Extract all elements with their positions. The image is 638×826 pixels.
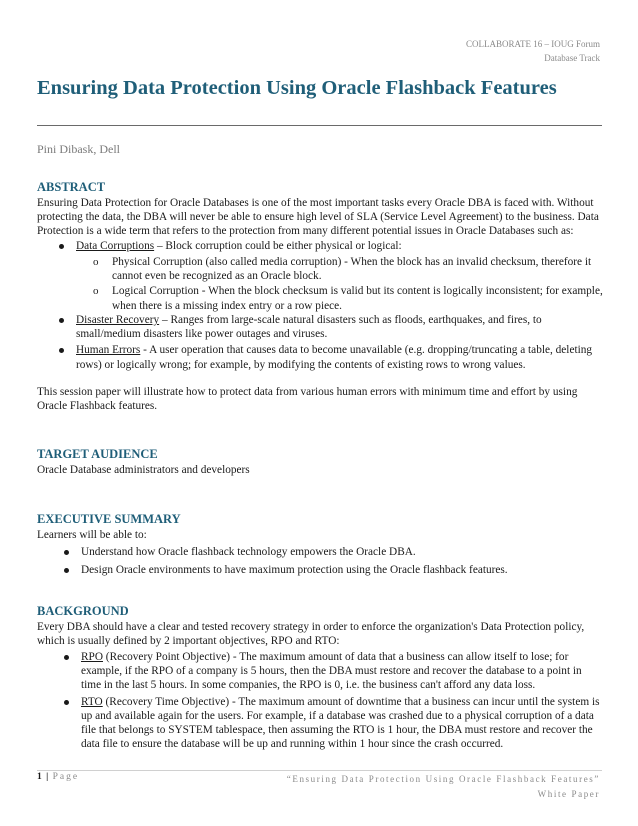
list-item <box>76 239 604 253</box>
list-item <box>81 650 604 693</box>
list-item <box>93 255 604 283</box>
abstract-heading: ABSTRACT <box>37 180 106 194</box>
target-audience-text: Oracle Database administrators and developers <box>37 464 250 476</box>
sub-bullet-marker: o <box>93 256 99 268</box>
bullet-icon <box>64 655 69 660</box>
list-item <box>93 284 604 312</box>
list-item <box>76 313 604 341</box>
bullet-term: Data Corruptions <box>76 240 155 252</box>
bullet-term: Human Errors <box>76 344 141 357</box>
abstract-bullets <box>76 239 604 253</box>
abstract-sub-bullets <box>93 255 604 313</box>
background-intro: Every DBA should have a clear and tested recovery strategy in order to enforce the organization's Data Protection policy, which is usually defined by 2 important objectives, RPO and RTO: <box>37 621 585 648</box>
bullet-icon <box>64 550 69 555</box>
author-line: Pini Dibask, Dell <box>37 142 120 156</box>
header-conference: COLLABORATE 16 – IOUG Forum <box>466 39 600 49</box>
executive-summary-intro: Learners will be able to: <box>37 529 147 541</box>
bullet-icon <box>59 348 64 353</box>
footer-title: “Ensuring Data Protection Using Oracle Flashback Features” <box>286 774 600 784</box>
list-item <box>81 695 604 752</box>
abstract-intro: Ensuring Data Protection for Oracle Databases is one of the most important tasks every Oracle DBA is faced with. Without protecting the data, the DBA will never be able to ensure high level of SLA (Service Level Agreement) to the business. Data Protection is a wide term that refers to the protection from many different potential issues in Oracle Databases such as: <box>37 197 599 238</box>
page-separator: | <box>46 772 49 782</box>
abstract-closing: This session paper will illustrate how to protect data from various human errors with minimum time and effort by using Oracle Flashback features. <box>37 386 578 413</box>
bullet-text: - A user operation that causes data to become unavailable (e.g. dropping/truncating a table, deleting rows) or logically wrong; for example, by modifying the contents of existing rows to wrong values. <box>76 344 593 371</box>
list-item <box>81 545 604 559</box>
bullet-icon <box>64 568 69 573</box>
title-divider <box>37 125 602 126</box>
page-number <box>37 772 79 782</box>
bullet-text: (Recovery Point Objective) - The maximum amount of data that a business can allow itself to lose; for example, if the RPO of a company is 5 hours, then the DBA must restore and recover the database to a point in time in the last 5 hours. In some companies, the RPO is 0, i.e. the business can't afford any data loss. <box>81 651 582 692</box>
bullet-icon <box>59 318 64 323</box>
running-footer <box>287 772 600 802</box>
list-item <box>81 563 604 577</box>
bullet-text: (Recovery Time Objective) - The maximum amount of downtime that a business can incur until the system is up and available again for the users. For example, if a database was crashed due to a physical corruption of a data file that belongs to SYSTEM tablespace, then assuming the RTO is 1 hour, the DBA must restore and recover the data file to ensure the database will be up and running within 1 hour since the crash occurred. <box>81 695 600 751</box>
abstract-bullets-continued <box>76 313 604 372</box>
paper-title: Ensuring Data Protection Using Oracle Flashback Features <box>37 77 557 99</box>
footer-doc-type: White Paper <box>537 789 600 799</box>
bullet-term: Disaster Recovery <box>76 314 160 326</box>
bullet-text: – Ranges from large-scale natural disasters such as floods, earthquakes, and fires, to small/medium disasters like power outages and viruses. <box>76 314 542 341</box>
target-audience-heading: TARGET AUDIENCE <box>37 447 158 461</box>
bullet-text: Design Oracle environments to have maximum protection using the Oracle flashback features. <box>81 564 508 577</box>
bullet-icon <box>64 700 69 705</box>
executive-summary-bullets <box>81 545 604 577</box>
background-bullets <box>81 650 604 751</box>
executive-summary-heading: EXECUTIVE SUMMARY <box>37 512 181 526</box>
background-heading: BACKGROUND <box>37 604 129 618</box>
sub-bullet-text: Logical Corruption - When the block checksum is valid but its content is logically inconsistent; for example, when there is a missing index entry or a row piece. <box>112 285 603 312</box>
page-number-value: 1 <box>37 772 42 782</box>
bullet-term: RTO <box>81 695 103 708</box>
header-track: Database Track <box>544 53 600 63</box>
sub-bullet-marker: o <box>93 285 99 298</box>
list-item <box>76 343 604 371</box>
bullet-text: Understand how Oracle flashback technology empowers the Oracle DBA. <box>81 546 416 558</box>
running-header <box>466 37 600 65</box>
bullet-term: RPO <box>81 651 103 663</box>
footer-divider <box>37 770 602 771</box>
sub-bullet-text: Physical Corruption (also called media corruption) - When the block has an invalid checksum, therefore it cannot even be recognized as an Oracle block. <box>112 256 592 283</box>
page-word: Page <box>52 772 80 782</box>
bullet-icon <box>59 244 64 249</box>
bullet-text: – Block corruption could be either physical or logical: <box>154 240 402 252</box>
